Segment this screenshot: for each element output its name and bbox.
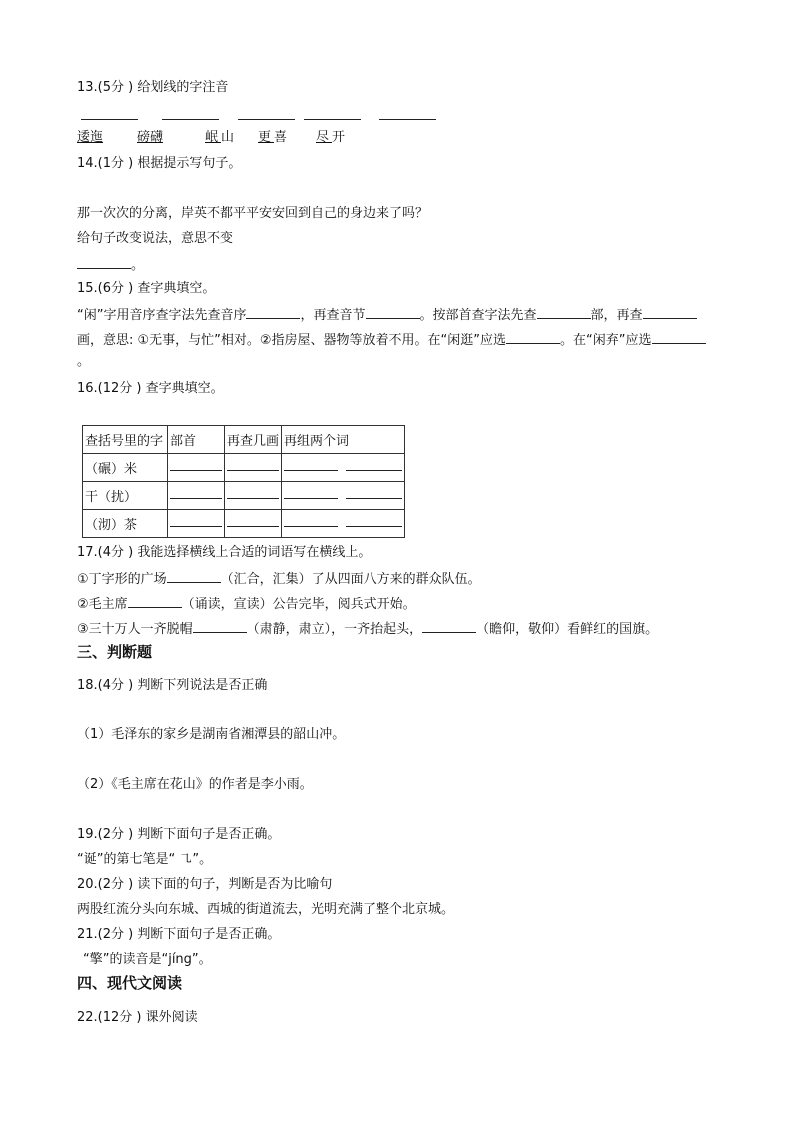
header-strokes: 再查几画 [225, 426, 282, 454]
q14-prompt: 给句子改变说法，意思不变 [77, 231, 234, 246]
q13-blank-2[interactable] [162, 119, 219, 120]
q17-item-3-c: （瞻仰，敬仰）看鲜红的国旗。 [476, 622, 659, 637]
q15-line-2 [77, 331, 706, 349]
q13-word-3-rest: 山 [221, 130, 238, 145]
q17-item-1 [77, 570, 481, 588]
q14-title: 14.(1分 ) 根据提示写句子。 [77, 156, 242, 171]
q15-line-3: 。 [77, 354, 91, 369]
q13-blank-5[interactable] [379, 119, 436, 120]
q17-item-2 [77, 595, 416, 613]
header-radical: 部首 [168, 426, 225, 454]
q13-blank-4[interactable] [304, 119, 361, 120]
q17-blank-1[interactable] [167, 570, 221, 583]
q13-word-4-underlined: 更 [258, 130, 275, 145]
q15-blank-6[interactable] [652, 331, 706, 344]
q13-word-2-underlined: 磅礴 [137, 130, 164, 145]
q13-word-4-rest: 喜 [274, 130, 291, 145]
q19-title: 19.(2分 ) 判断下面句子是否正确。 [77, 827, 281, 842]
q13-blank-1[interactable] [81, 119, 138, 120]
cell-strokes[interactable] [225, 510, 282, 538]
q16-lookup-table [82, 425, 405, 538]
q13-word-1 [77, 130, 103, 146]
q14-answer-line [77, 256, 144, 274]
cell-radical[interactable] [168, 510, 225, 538]
q16-title: 16.(12分 ) 查字典填空。 [77, 381, 224, 396]
q19-body: “诞”的第七笔是“ ㇈”。 [77, 852, 213, 867]
cell-words[interactable] [282, 482, 405, 510]
q13-word-3 [205, 130, 237, 146]
q15-blank-2[interactable] [366, 306, 420, 319]
q13-word-2 [137, 130, 163, 146]
cell-radical[interactable] [168, 454, 225, 482]
header-char: 查括号里的字 [83, 426, 168, 454]
q15-text-b: ，再查音节 [300, 308, 366, 323]
cell-strokes[interactable] [225, 482, 282, 510]
row-char: （碾）米 [83, 454, 168, 482]
cell-radical[interactable] [168, 482, 225, 510]
q15-title: 15.(6分 ) 查字典填空。 [77, 281, 216, 296]
q13-word-4 [258, 130, 290, 146]
q15-blank-3[interactable] [537, 306, 591, 319]
q15-text-d: 部，再查 [590, 308, 643, 323]
row-char: （沏）茶 [83, 510, 168, 538]
q13-word-1-underlined: 逶迤 [77, 130, 104, 145]
q21-body: “擎”的读音是“jíng”。 [83, 952, 212, 967]
q17-item-2-b: （诵读，宣读）公告完毕，阅兵式开始。 [181, 597, 416, 612]
q13-blank-3[interactable] [238, 119, 295, 120]
q15-blank-4[interactable] [643, 306, 697, 319]
table-row [83, 454, 405, 482]
q17-blank-2[interactable] [128, 595, 182, 608]
q17-item-1-b: （汇合，汇集）了从四面八方来的群众队伍。 [220, 572, 481, 587]
table-header-row [83, 426, 405, 454]
q17-item-1-a: ①丁字形的广场 [77, 572, 167, 587]
q21-title: 21.(2分 ) 判断下面句子是否正确。 [77, 927, 281, 942]
q15-blank-5[interactable] [506, 331, 560, 344]
q13-word-5 [316, 130, 348, 146]
q14-sentence: 那一次次的分离，岸英不都平平安安回到自己的身边来了吗？ [77, 206, 429, 221]
q17-item-2-a: ②毛主席 [77, 597, 128, 612]
section-heading-judgement: 三、判断题 [77, 643, 153, 661]
section-heading-reading: 四、现代文阅读 [77, 974, 183, 992]
cell-strokes[interactable] [225, 454, 282, 482]
q13-title: 13.(5分 ) 给划线的字注音 [77, 80, 229, 95]
table-row [83, 482, 405, 510]
q17-item-3-b: （肃静，肃立），一齐抬起头， [246, 622, 423, 637]
q17-title: 17.(4分 ) 我能选择横线上合适的词语写在横线上。 [77, 545, 372, 560]
q15-blank-1[interactable] [246, 306, 300, 319]
q17-blank-3[interactable] [193, 620, 247, 633]
q18-item-2: （2）《毛主席在花山》的作者是李小雨。 [77, 777, 313, 792]
q20-title: 20.(2分 ) 读下面的句子，判断是否为比喻句 [77, 877, 333, 892]
q13-word-5-underlined: 尽 [316, 130, 333, 145]
q15-text-c: 。按部首查字法先查 [419, 308, 537, 323]
q17-item-3-a: ③三十万人一齐脱帽 [77, 622, 193, 637]
cell-words[interactable] [282, 510, 405, 538]
row-char: 干（扰） [83, 482, 168, 510]
q14-blank[interactable] [77, 256, 131, 269]
q18-item-1: （1）毛泽东的家乡是湖南省湘潭县的韶山冲。 [77, 727, 346, 742]
q20-body: 两股红流分头向东城、西城的街道流去，光明充满了整个北京城。 [77, 902, 455, 917]
table-row [83, 510, 405, 538]
q17-item-3 [77, 620, 658, 638]
cell-words[interactable] [282, 454, 405, 482]
q22-title: 22.(12分 ) 课外阅读 [77, 1010, 198, 1025]
q13-word-5-rest: 开 [332, 130, 349, 145]
q15-text-f: 。在“闲弃”应选 [560, 333, 652, 348]
q15-text-a: “闲”字用音序查字法先查音序 [77, 308, 247, 323]
q15-line-1 [77, 306, 697, 324]
q13-word-3-underlined: 岷 [205, 130, 222, 145]
q14-end: 。 [131, 258, 145, 273]
q17-blank-4[interactable] [422, 620, 476, 633]
q15-text-e: 画，意思: ①无事，与忙”相对。②指房屋、器物等放着不用。在“闲逛”应选 [77, 333, 507, 348]
header-words: 再组两个词 [282, 426, 405, 454]
q18-title: 18.(4分 ) 判断下列说法是否正确 [77, 678, 268, 693]
